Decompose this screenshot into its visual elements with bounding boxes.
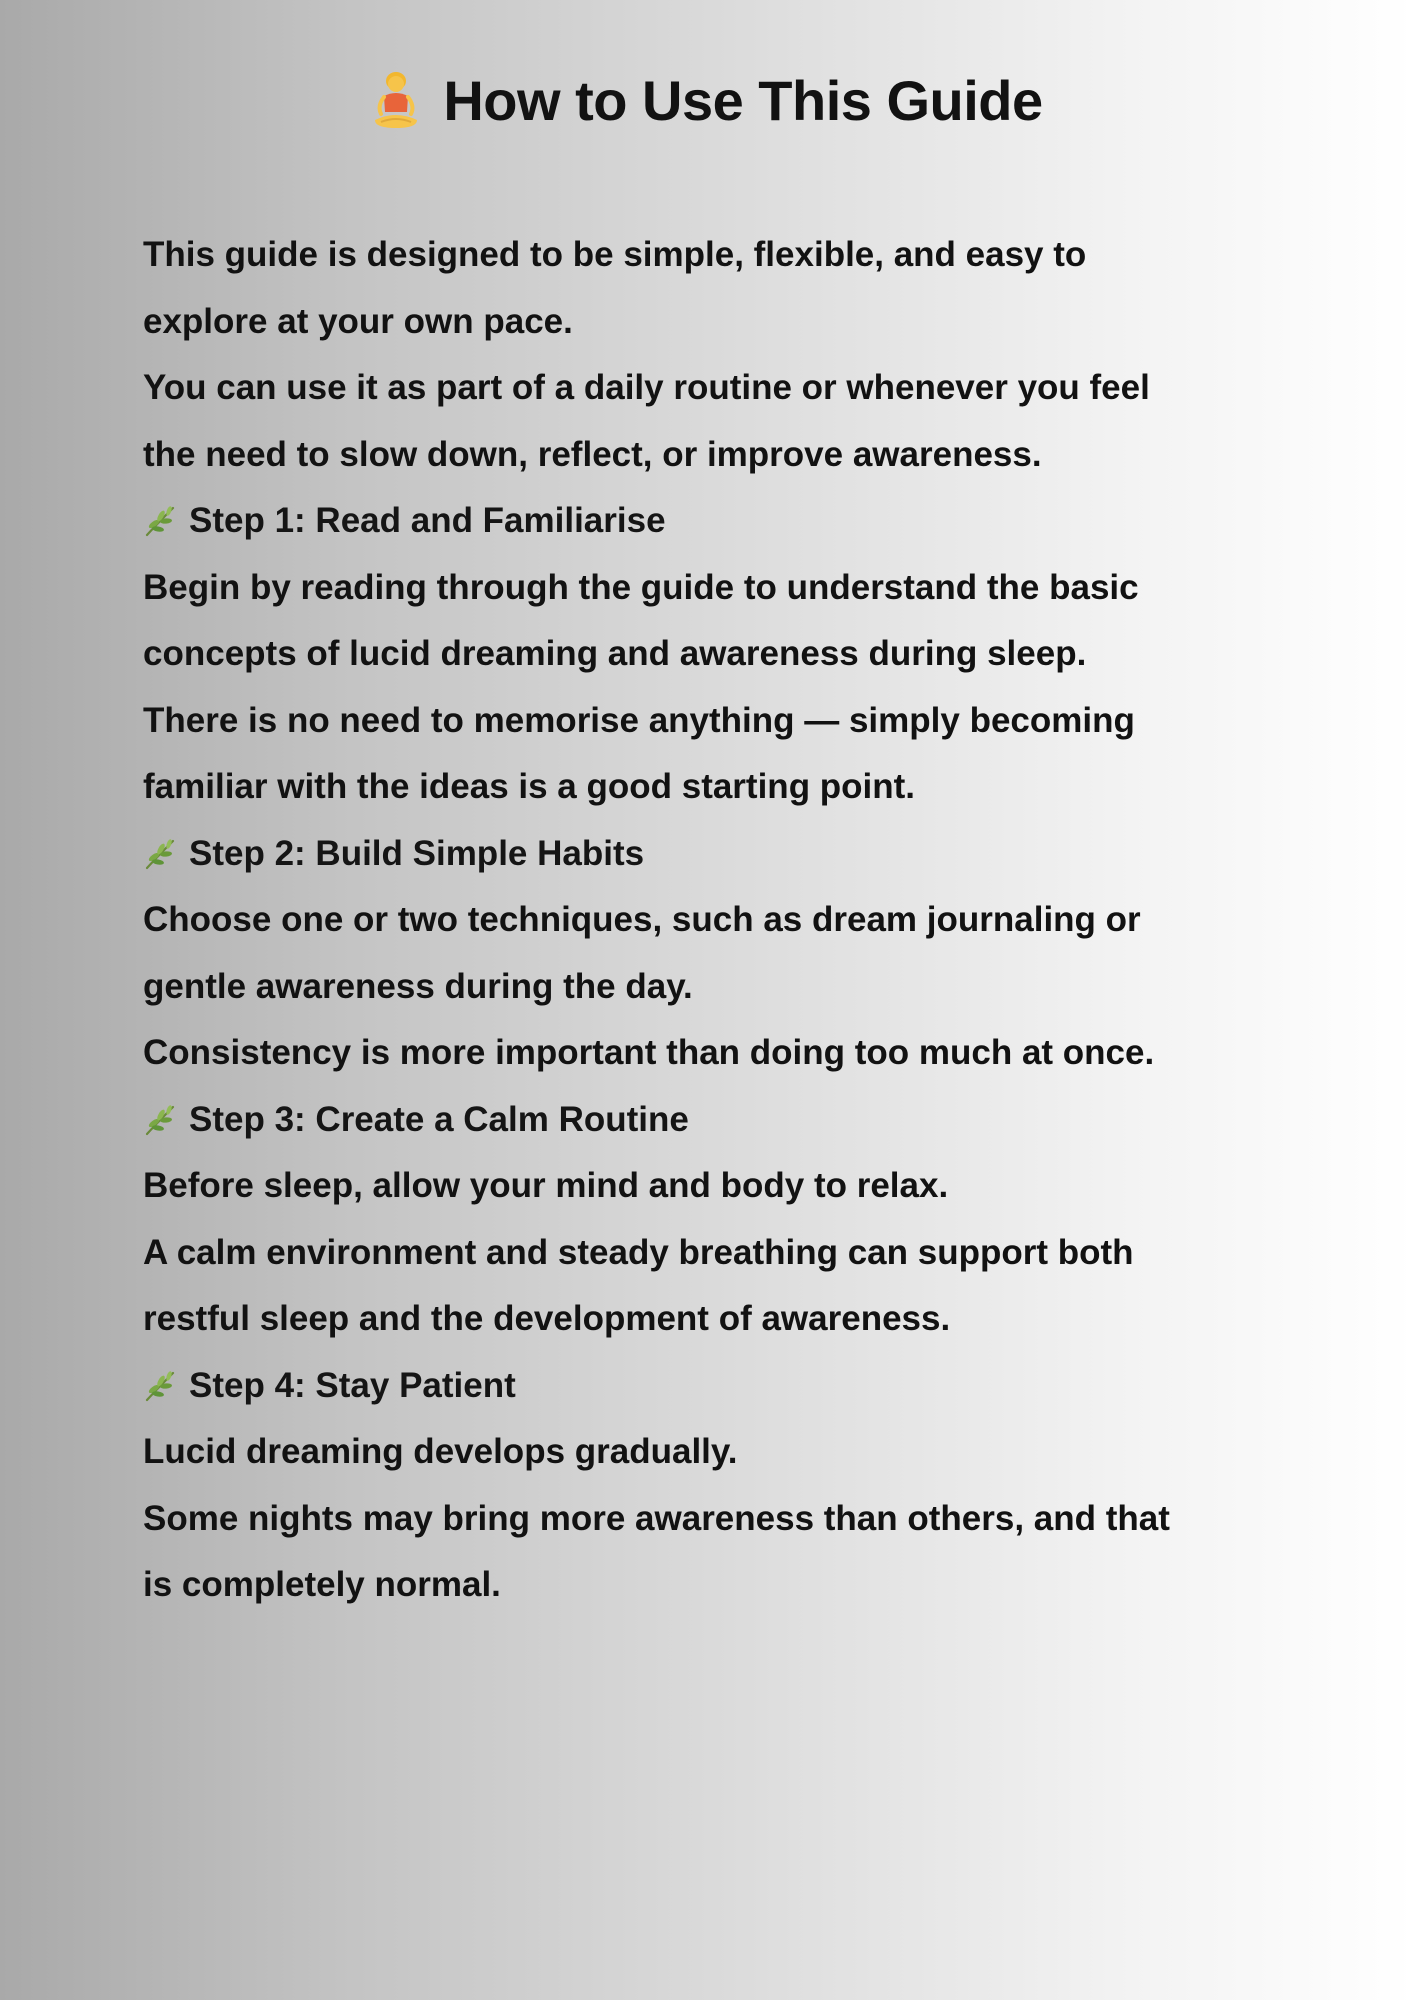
step-2-heading	[143, 821, 1293, 888]
step-1-heading	[143, 488, 1293, 555]
person-in-lotus-position-icon	[371, 70, 421, 132]
step-1-line-3: There is no need to memorise anything — simply becoming	[143, 700, 1135, 740]
guide-content	[143, 222, 1293, 1619]
step-2-line-3: Consistency is more important than doing too much at once.	[143, 1033, 1155, 1072]
intro-line-1: This guide is designed to be simple, flexible, and easy to	[143, 235, 1087, 274]
page-title: How to Use This Guide	[443, 69, 1043, 132]
step-1-line-1: Begin by reading through the guide to understand the basic	[143, 567, 1139, 607]
step-4-line-3: is completely normal.	[143, 1565, 501, 1604]
herb-icon	[143, 1369, 177, 1403]
step-1-line-4: familiar with the ideas is a good starting point.	[143, 767, 916, 806]
step-4-title: Step 4: Stay Patient	[189, 1365, 516, 1405]
step-3-heading	[143, 1087, 1293, 1154]
step-3-title: Step 3: Create a Calm Routine	[189, 1099, 689, 1139]
step-1-line-2: concepts of lucid dreaming and awareness during sleep.	[143, 634, 1087, 673]
intro-line-3: You can use it as part of a daily routine or whenever you feel	[143, 368, 1150, 407]
herb-icon	[143, 1103, 177, 1137]
step-4-line-2: Some nights may bring more awareness than others, and that	[143, 1498, 1170, 1538]
herb-icon	[143, 837, 177, 871]
step-4-line-1: Lucid dreaming develops gradually.	[143, 1432, 738, 1471]
intro-line-2: explore at your own pace.	[143, 301, 573, 341]
step-4-heading	[143, 1353, 1293, 1420]
herb-icon	[143, 504, 177, 538]
step-3-line-3: restful sleep and the development of awareness.	[143, 1299, 951, 1338]
step-3-line-1: Before sleep, allow your mind and body to relax.	[143, 1166, 949, 1205]
step-2-line-1: Choose one or two techniques, such as dream journaling or	[143, 900, 1141, 939]
step-3-line-2: A calm environment and steady breathing can support both	[143, 1232, 1134, 1272]
step-2-line-2: gentle awareness during the day.	[143, 966, 693, 1006]
title-row	[0, 68, 1414, 133]
step-1-title: Step 1: Read and Familiarise	[189, 501, 666, 540]
intro-line-4: the need to slow down, reflect, or improve awareness.	[143, 434, 1042, 474]
step-2-title: Step 2: Build Simple Habits	[189, 833, 645, 873]
